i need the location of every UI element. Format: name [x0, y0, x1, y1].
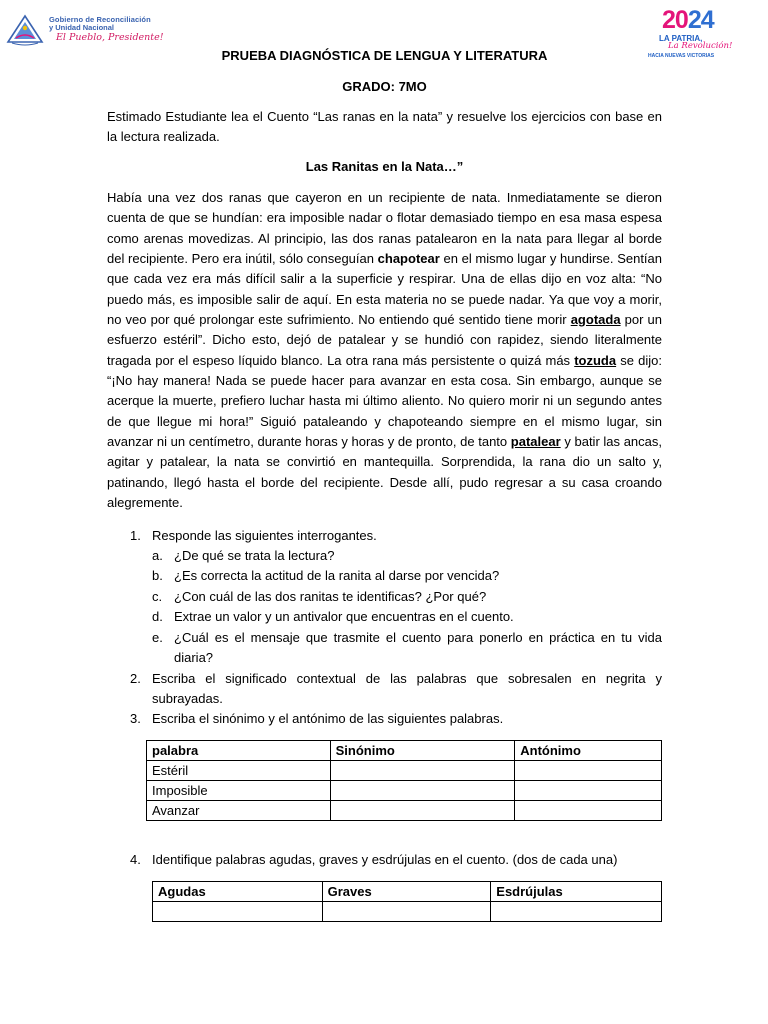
question-number: 1. — [130, 528, 141, 543]
sub-question-letter: c. — [152, 589, 163, 604]
highlight-word-agotada: agotada — [570, 312, 621, 328]
year-part-2: 24 — [687, 6, 714, 34]
year-logo-line3: HACIA NUEVAS VICTORIAS — [648, 53, 715, 59]
document-grade: GRADO: 7MO — [342, 79, 427, 94]
sub-question-text: ¿Cuál es el mensaje que trasmite el cuento para ponerlo en práctica en tu vida diaria? — [174, 630, 662, 666]
year-logo-line2: La Revolución! — [668, 41, 733, 51]
sub-question-text: ¿De qué se trata la lectura? — [174, 548, 335, 563]
year-logo-line1: LA PATRIA, — [659, 34, 703, 43]
story-part-4: se dijo: “¡No hay manera! Nada se puede hacer para avanzar en esta cosa. Sin embargo, aunque se acerque la muerte, prefiero luchar hasta mi último aliento. No quiero morir ni un segundo antes de que llegue mi hora!” Siguió pataleando y chapoteando siempre en el mismo lugar, sin avanzar ni un centímetro, durante horas y horas y de pronto, de tanto — [107, 352, 662, 450]
sub-question-text: ¿Es correcta la actitud de la ranita al darse por vencida? — [174, 568, 500, 583]
table-row — [147, 761, 662, 781]
sub-question-text: ¿Con cuál de las dos ranitas te identificas? ¿Por qué? — [174, 589, 487, 604]
government-slogan: El Pueblo, Presidente! — [56, 32, 164, 43]
document-title: PRUEBA DIAGNÓSTICA DE LENGUA Y LITERATURA — [221, 48, 548, 63]
question-text: Escriba el sinónimo y el antónimo de las siguientes palabras. — [152, 711, 504, 726]
question-text: Identifique palabras agudas, graves y esdrújulas en el cuento. (dos de cada una) — [152, 852, 618, 867]
table-header-row — [153, 882, 662, 902]
sub-question-text: Extrae un valor y un antivalor que encuentras en el cuento. — [174, 609, 514, 624]
column-header-graves: Graves — [322, 882, 491, 902]
table-row — [147, 781, 662, 801]
story-title: Las Ranitas en la Nata…” — [305, 159, 464, 174]
column-header-agudas: Agudas — [153, 882, 323, 902]
antonym-answer-cell[interactable] — [515, 801, 662, 821]
highlight-word-patalear: patalear — [510, 434, 561, 450]
antonym-answer-cell[interactable] — [515, 781, 662, 801]
column-header-palabra: palabra — [147, 741, 331, 761]
word-classification-table — [152, 881, 662, 922]
question-number: 4. — [130, 852, 141, 867]
government-name-line2: y Unidad Nacional — [49, 23, 115, 32]
story-text — [107, 188, 662, 514]
column-header-sinonimo: Sinónimo — [330, 741, 515, 761]
esdrujulas-answer-cell[interactable] — [491, 902, 662, 922]
story-part-3: por un esfuerzo estéril”. Dicho esto, dejó de patalear y se hundió con rapidez, siendo literalmente tragada por el espeso líquido blanco. La otra rana más persistente o quizá más — [107, 312, 662, 368]
year-part-1: 20 — [662, 6, 688, 34]
word-cell: Estéril — [147, 761, 331, 781]
synonym-antonym-table — [146, 740, 662, 821]
synonym-answer-cell[interactable] — [330, 801, 515, 821]
year-logo-text — [662, 6, 714, 35]
story-part-1: Había una vez dos ranas que cayeron en un recipiente de nata. Inmediatamente se dieron cuenta de que se hundían: era imposible nadar o flotar demasiado tiempo en esa masa espesa como arenas movedizas. Al principio, las dos ranas patalearon en la nata para llegar al borde del recipiente. Pero era inútil, sólo conseguían — [107, 190, 662, 267]
national-seal-icon — [4, 12, 46, 46]
sub-question-letter: b. — [152, 568, 163, 583]
highlight-word-tozuda: tozuda — [574, 352, 617, 368]
table-row — [153, 902, 662, 922]
agudas-answer-cell[interactable] — [153, 902, 323, 922]
story-part-5: y batir las ancas, agitar y patalear, la nata se convirtió en mantequilla. Sorprendida, la rana dio un salto y, patinando, llegó hasta el borde del recipiente. Desde allí, pudo regresar a su casa croando alegremente. — [107, 434, 662, 511]
government-name-line1: Gobierno de Reconciliación — [49, 15, 151, 24]
synonym-answer-cell[interactable] — [330, 761, 515, 781]
story-part-2: en el mismo lugar y hundirse. Sentían que cada vez era más difícil salir a la superficie y respirar. Una de ellas dijo en voz alta: “No puedo más, es imposible salir de aquí. En esta materia no se puede nadar. Ya que voy a morir, no veo por qué prolongar este sufrimiento. No entiendo qué sentido tiene morir — [107, 251, 663, 328]
question-number: 2. — [130, 671, 141, 686]
column-header-antonimo: Antónimo — [515, 741, 662, 761]
instructions: Estimado Estudiante lea el Cuento “Las ranas en la nata” y resuelve los ejercicios con base en la lectura realizada. — [107, 109, 662, 145]
table-row — [147, 801, 662, 821]
question-number: 3. — [130, 711, 141, 726]
word-cell: Avanzar — [147, 801, 331, 821]
table-header-row — [147, 741, 662, 761]
graves-answer-cell[interactable] — [322, 902, 491, 922]
sub-question-letter: e. — [152, 630, 163, 645]
sub-question-letter: d. — [152, 609, 163, 624]
government-logo — [4, 12, 182, 46]
highlight-word-chapotear: chapotear — [377, 251, 440, 267]
column-header-esdrujulas: Esdrújulas — [491, 882, 662, 902]
antonym-answer-cell[interactable] — [515, 761, 662, 781]
question-text: Escriba el significado contextual de las palabras que sobresalen en negrita y subrayadas. — [152, 671, 662, 707]
synonym-answer-cell[interactable] — [330, 781, 515, 801]
word-cell: Imposible — [147, 781, 331, 801]
sub-question-letter: a. — [152, 548, 163, 563]
question-text: Responde las siguientes interrogantes. — [152, 528, 377, 543]
